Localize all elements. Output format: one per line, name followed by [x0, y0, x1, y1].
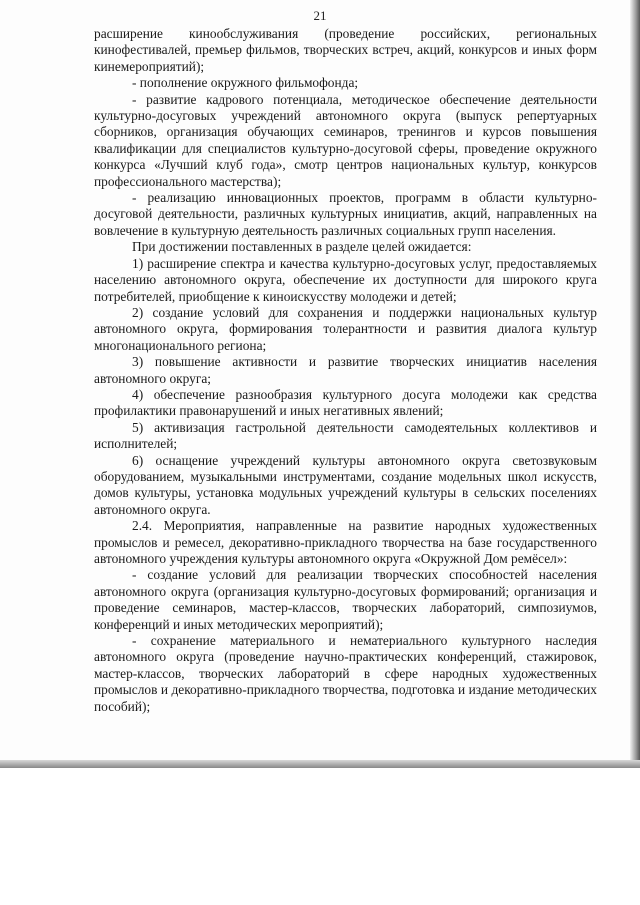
paragraph: - пополнение окружного фильмофонда;	[132, 75, 359, 91]
paragraph: 6) оснащение учреждений культуры автономного округа светозвуковым оборудованием, музыкальными инструментами, создание модельных школ искусств, домов культуры, установка модульных учреждений культуры в сельских поселениях автономного округа.	[94, 452, 597, 517]
paragraph: 3) повышение активности и развитие творческих инициатив населения автономного округа;	[94, 354, 597, 386]
paragraph: 5) активизация гастрольной деятельности самодеятельных коллективов и исполнителей;	[94, 419, 597, 452]
paragraph: - реализацию инновационных проектов, программ в области культурно-досуговой деятельности, различных культурных инициатив, акций, направленных на вовлечение в культурную деятельность различных социальных групп населения.	[94, 190, 597, 238]
paragraph: 4) обеспечение разнообразия культурного досуга молодежи как средства профилактики правонарушений и иных негативных явлений;	[94, 386, 597, 419]
paragraph: 1) расширение спектра и качества культурно-досуговых услуг, предоставляемых населению автономного округа, обеспечение их доступности для широкого круга потребителей, приобщение к киноискусству молодежи и детей;	[94, 255, 597, 304]
paragraph: При достижении поставленных в разделе целей ожидается:	[132, 239, 472, 255]
paragraph: - сохранение материального и нематериального культурного наследия автономного округа (проведение научно-практических конференций, стажировок, мастер-классов, творческих лабораторий в сфере народных художественных промыслов и декоративно-прикладного творчества, подготовка и издание методических пособий);	[94, 633, 597, 714]
blank-area	[0, 768, 640, 905]
page-number: 21	[313, 8, 327, 23]
paragraph: - создание условий для реализации творческих способностей населения автономного округа (организация культурно-досуговых формирований; организация и проведение семинаров, мастер-классов, творческих лабораторий, симпозиумов, конференций и иных методических мероприятий);	[94, 567, 597, 632]
paragraph: - развитие кадрового потенциала, методическое обеспечение деятельности культурно-досуговых учреждений автономного округа (выпуск репертуарных сборников, организация обучающих семинаров, тренингов и курсов повышения квалификации для специалистов культурно-досуговой сферы, проведение окружного конкурса «Лучший клуб года», смотр центров национальных культур, конкурсов профессионального мастерства);	[94, 91, 597, 189]
body-text	[94, 26, 597, 715]
scan-shadow-bottom	[0, 760, 640, 768]
paragraph: 2.4. Мероприятия, направленные на развитие народных художественных промыслов и ремесел, декоративно-прикладного творчества на базе государственного автономного учреждения культуры автономного округа «Окружной Дом ремёсел»:	[94, 518, 597, 566]
paragraph: 2) создание условий для сохранения и поддержки национальных культур автономного округа, формирования толерантности и развития диалога культур многонационального региона;	[94, 304, 597, 353]
scan-shadow-right	[630, 0, 640, 768]
paragraph: расширение кинообслуживания (проведение российских, региональных кинофестивалей, премьер фильмов, творческих встреч, акций, конкурсов и иных форм кинемероприятий);	[94, 26, 597, 74]
